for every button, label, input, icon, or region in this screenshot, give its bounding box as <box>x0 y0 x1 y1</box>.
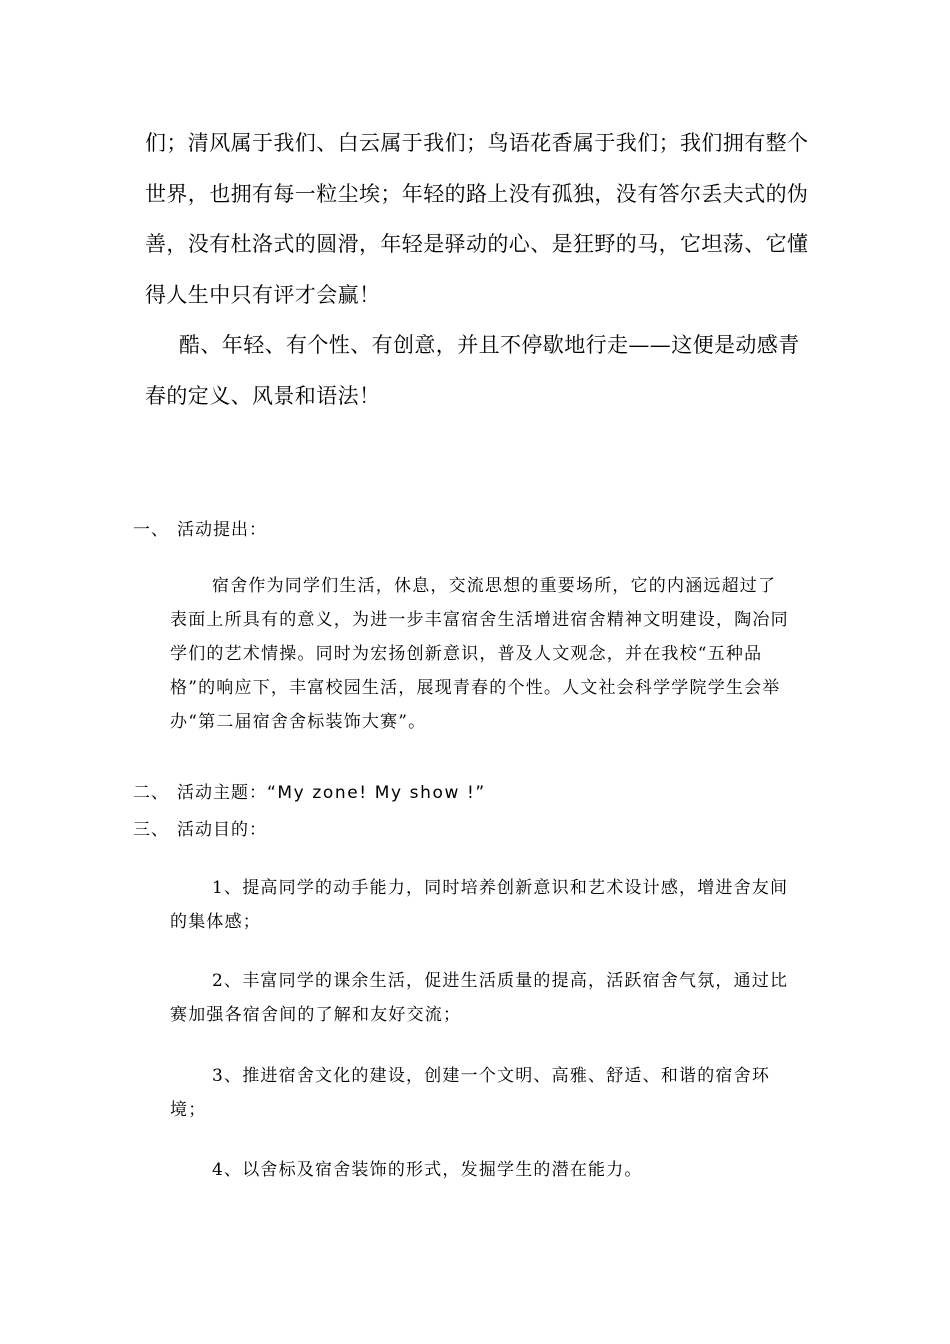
intro-paragraph-1: 们；清风属于我们、白云属于我们；鸟语花香属于我们；我们拥有整个世界，也拥有每一粒尘埃；年轻的路上没有孤独，没有答尔丢夫式的伪善，没有杜洛式的圆滑，年轻是驿动的心、是狂野的马，它坦荡、它懂得人生中只有评才会赢！ <box>145 131 809 307</box>
section-3-item-2 <box>170 964 790 1032</box>
purpose-item: 1、提高同学的动手能力，同时培养创新意识和艺术设计感，增进舍友间的集体感； <box>170 878 789 932</box>
section-1-number: 一、 <box>133 520 169 540</box>
intro-paragraph-2: 酷、年轻、有个性、有创意，并且不停歇地行走——这便是动感青春的定义、风景和语法！ <box>145 333 800 408</box>
section-1-paragraph: 宿舍作为同学们生活，休息，交流思想的重要场所，它的内涵远超过了表面上所具有的意义，为进一步丰富宿舍生活增进宿舍精神文明建设，陶冶同学们的艺术情操。同时为宏扬创新意识，普及人文观念，并在我校“五种品格”的响应下，丰富校园生活，展现青春的个性。人文社会科学学院学生会举办“第二届宿舍舍标装饰大赛”。 <box>170 576 789 732</box>
purpose-item: 3、推进宿舍文化的建设，创建一个文明、高雅、舒适、和谐的宿舍环境； <box>170 1066 771 1120</box>
section-3-item-4 <box>170 1153 790 1187</box>
section-3-number: 三、 <box>133 820 169 840</box>
section-2-title: 活动主题： <box>177 783 267 803</box>
section-3-heading <box>133 817 267 843</box>
section-2-number: 二、 <box>133 783 169 803</box>
section-1-body <box>170 569 790 739</box>
intro-text <box>145 118 815 421</box>
section-3-title: 活动目的： <box>177 820 267 840</box>
section-3-item-1 <box>170 871 790 939</box>
section-1-heading <box>133 517 267 543</box>
section-2-heading <box>133 780 486 806</box>
purpose-item: 2、丰富同学的课余生活，促进生活质量的提高，活跃宿舍气氛，通过比赛加强各宿舍间的了解和友好交流； <box>170 971 789 1025</box>
purpose-item: 4、以舍标及宿舍装饰的形式，发掘学生的潜在能力。 <box>212 1160 643 1180</box>
section-2-theme: “My zone! My show !” <box>267 783 486 803</box>
section-1-title: 活动提出： <box>177 520 267 540</box>
section-3-item-3 <box>170 1059 790 1127</box>
